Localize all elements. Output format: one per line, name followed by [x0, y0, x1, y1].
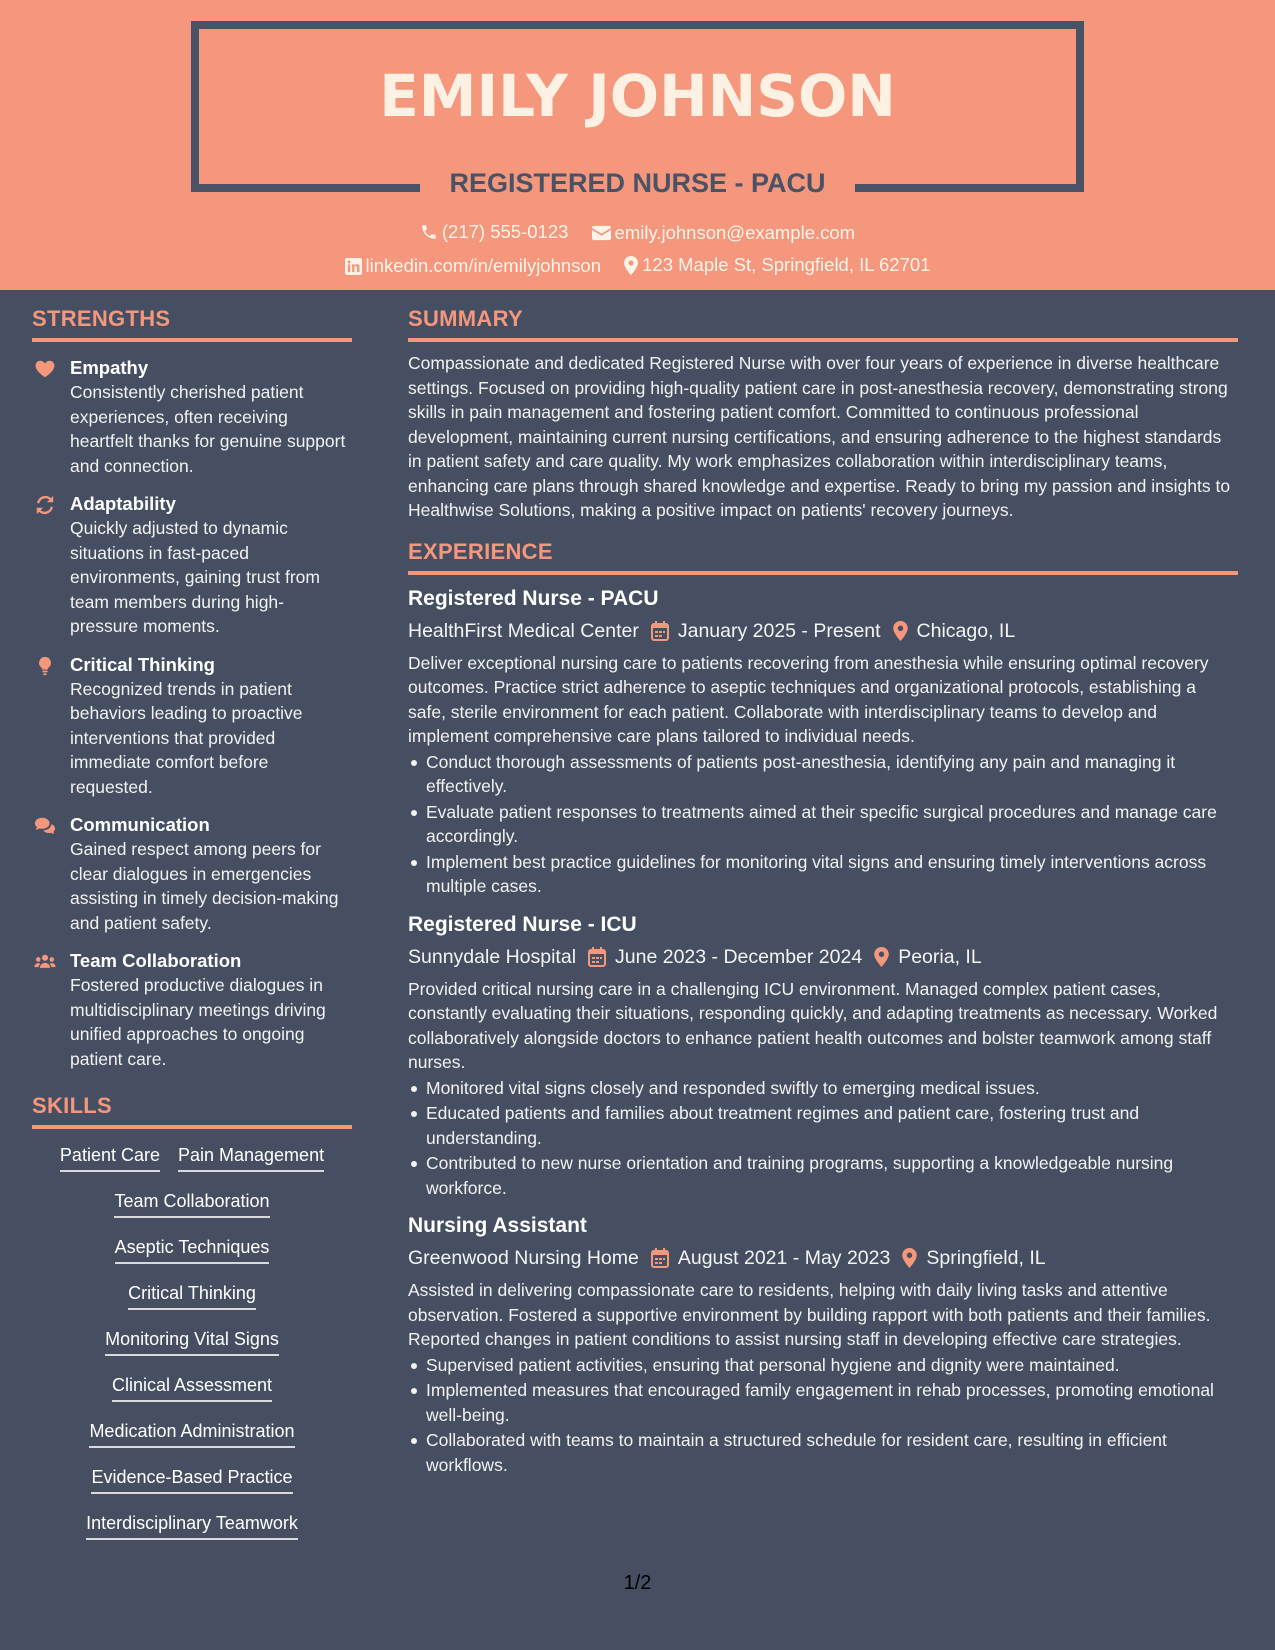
resume-header: [0, 0, 1275, 290]
address-contact: [624, 254, 930, 276]
envelope-icon: [592, 225, 611, 241]
job-bullet: Monitored vital signs closely and responded swiftly to emerging medical issues.: [408, 1076, 1238, 1101]
phone-text: (217) 555-0123: [441, 221, 569, 242]
skill-tag: Clinical Assessment: [112, 1373, 272, 1402]
skill-row: [32, 1281, 352, 1310]
job-title: Registered Nurse - PACU: [408, 586, 659, 610]
skill-tag: Medication Administration: [89, 1419, 294, 1448]
refresh-icon: [34, 494, 56, 516]
users-icon: [34, 951, 56, 973]
job-title: Registered Nurse - ICU: [408, 912, 637, 936]
address-text: 123 Maple St, Springfield, IL 62701: [642, 254, 931, 275]
job-bullet: Implement best practice guidelines for monitoring vital signs and ensuring timely interventions across multiple cases.: [408, 850, 1238, 899]
linkedin-text: linkedin.com/in/emilyjohnson: [365, 255, 601, 276]
job-entry: [408, 911, 1238, 1201]
job-description: Provided critical nursing care in a challenging ICU environment. Managed complex patient cases, constantly evaluating their situations, responding quickly, and adapting treatments as necessary. Worked collaboratively alongside doctors to enhance patient health outcomes and bolster teamwork among staff nurses.: [408, 978, 1218, 1072]
strength-title: Empathy: [70, 357, 149, 378]
job-dates: June 2023 - December 2024: [615, 945, 863, 968]
job-bullet: Implemented measures that encouraged family engagement in rehab processes, promoting emotional well-being.: [408, 1378, 1238, 1427]
skill-row: [32, 1373, 352, 1402]
skill-row: [32, 1189, 352, 1218]
job-entry: [408, 585, 1238, 899]
job-bullet: Evaluate patient responses to treatments aimed at their specific surgical procedures and manage care accordingly.: [408, 800, 1238, 849]
job-dates: January 2025 - Present: [677, 619, 881, 642]
job-bullet: Supervised patient activities, ensuring that personal hygiene and dignity were maintained.: [408, 1353, 1238, 1378]
strength-title: Communication: [70, 814, 210, 835]
strength-item: [32, 653, 352, 800]
skill-tag: Critical Thinking: [128, 1281, 256, 1310]
job-bullet: Collaborated with teams to maintain a structured schedule for resident care, resulting in efficient workflows.: [408, 1428, 1238, 1477]
linkedin-contact[interactable]: [345, 255, 601, 277]
skill-tag: Monitoring Vital Signs: [105, 1327, 279, 1356]
linkedin-icon: [345, 258, 362, 275]
contact-line-1: [0, 221, 1275, 246]
job-bullet: Conduct thorough assessments of patients post-anesthesia, identifying any pain and managing it effectively.: [408, 750, 1238, 799]
skill-tag: Pain Management: [178, 1143, 324, 1172]
right-column: [408, 306, 1238, 1478]
lightbulb-icon: [34, 655, 56, 677]
calendar-icon: [588, 947, 606, 967]
experience-heading: EXPERIENCE: [408, 539, 1238, 575]
map-marker-icon: [624, 256, 638, 275]
skill-tag: Team Collaboration: [114, 1189, 269, 1218]
job-location: Chicago, IL: [916, 619, 1016, 642]
skill-row: [32, 1511, 352, 1540]
job-meta: [408, 617, 1238, 645]
strengths-heading: STRENGTHS: [32, 306, 352, 342]
job-bullets: [408, 1076, 1238, 1201]
comments-icon: [34, 815, 56, 837]
skills-heading: SKILLS: [32, 1093, 352, 1129]
heart-icon: [34, 358, 56, 380]
strength-desc: Fostered productive dialogues in multidisciplinary meetings driving unified approaches to ongoing patient care.: [70, 975, 326, 1069]
summary-text: Compassionate and dedicated Registered Nurse with over four years of experience in diverse healthcare settings. Focused on providing high-quality patient care in post-anesthesia recovery, demonstrating strong skills in pain management and fostering patient comfort. Committed to continuous professional development, maintaining current nursing certifications, and ensuring adherence to the highest standards in patient safety and care quality. My work emphasizes collaboration within interdisciplinary teams, enhancing care plans through shared knowledge and expertise. Ready to bring my passion and insights to Healthwise Solutions, making a positive impact on patients' recovery journeys.: [408, 353, 1231, 520]
calendar-icon: [651, 621, 669, 641]
job-company: HealthFirst Medical Center: [408, 619, 639, 642]
skills-list: [32, 1143, 352, 1540]
email-text: emily.johnson@example.com: [614, 222, 856, 243]
phone-icon: [420, 223, 438, 241]
job-location: Springfield, IL: [926, 1247, 1046, 1269]
skill-row: [32, 1143, 352, 1172]
strength-item: [32, 492, 352, 639]
skill-row: [32, 1465, 352, 1494]
skill-row: [32, 1235, 352, 1264]
strength-desc: Gained respect among peers for clear dialogues in emergencies assisting in timely decision-making and patient safety.: [70, 839, 339, 933]
strength-item: [32, 356, 352, 478]
skill-tag: Interdisciplinary Teamwork: [86, 1511, 298, 1540]
phone-contact[interactable]: [420, 221, 569, 243]
job-bullets: [408, 1353, 1238, 1478]
strength-desc: Consistently cherished patient experiences, often receiving heartfelt thanks for genuine support and connection.: [70, 382, 346, 476]
job-location: Peoria, IL: [898, 945, 982, 968]
strength-title: Critical Thinking: [70, 653, 215, 675]
job-company: Greenwood Nursing Home: [408, 1247, 639, 1269]
job-entry: [408, 1212, 1238, 1477]
strength-desc: Quickly adjusted to dynamic situations in fast-paced environments, gaining trust from team members during high-pressure moments.: [70, 518, 320, 636]
skill-tag: Patient Care: [60, 1143, 160, 1172]
job-meta: [408, 943, 1238, 971]
job-company: Sunnydale Hospital: [408, 945, 577, 968]
skill-tag: Aseptic Techniques: [115, 1235, 270, 1264]
job-title: Nursing Assistant: [408, 1214, 587, 1237]
strength-item: [32, 813, 352, 935]
summary-heading: SUMMARY: [408, 306, 1238, 342]
map-marker-icon: [902, 1248, 917, 1268]
strength-title: Team Collaboration: [70, 950, 242, 971]
skill-row: [32, 1327, 352, 1356]
strength-desc: Recognized trends in patient behaviors leading to proactive interventions that provided immediate comfort before requested.: [70, 678, 303, 797]
skill-row: [32, 1419, 352, 1448]
contact-line-2: [0, 254, 1275, 280]
map-marker-icon: [893, 621, 908, 641]
page-number: 1/2: [623, 1572, 652, 1594]
job-bullet: Contributed to new nurse orientation and training programs, supporting a knowledgeable nursing workforce.: [408, 1151, 1238, 1200]
candidate-name: EMILY JOHNSON: [379, 62, 896, 130]
job-bullets: [408, 750, 1238, 899]
strength-item: [32, 949, 352, 1071]
job-dates: August 2021 - May 2023: [677, 1247, 891, 1269]
job-bullet: Educated patients and families about treatment regimes and patient care, fostering trust and understanding.: [408, 1101, 1238, 1150]
job-description: Deliver exceptional nursing care to patients recovering from anesthesia while ensuring optimal recovery outcomes. Practice strict adherence to aseptic techniques and organizational protocols, establishing a safe, sterile environment for each patient. Collaborate with interdisciplinary teams to develop and implement comprehensive care plans tailored to individual needs.: [408, 652, 1209, 746]
job-description: Assisted in delivering compassionate care to residents, helping with daily living tasks and attentive observation. Fostered a supportive environment by building rapport with both patients and their families. Reported changes in patient conditions to assist nursing staff in developing effective care strategies.: [408, 1280, 1211, 1349]
skill-tag: Evidence-Based Practice: [91, 1465, 292, 1494]
calendar-icon: [651, 1248, 669, 1268]
left-column: [32, 306, 352, 1557]
candidate-title: REGISTERED NURSE - PACU: [449, 168, 826, 198]
email-contact[interactable]: [592, 222, 856, 244]
map-marker-icon: [874, 947, 889, 967]
job-meta: [408, 1244, 1238, 1272]
strength-title: Adaptability: [70, 493, 176, 514]
